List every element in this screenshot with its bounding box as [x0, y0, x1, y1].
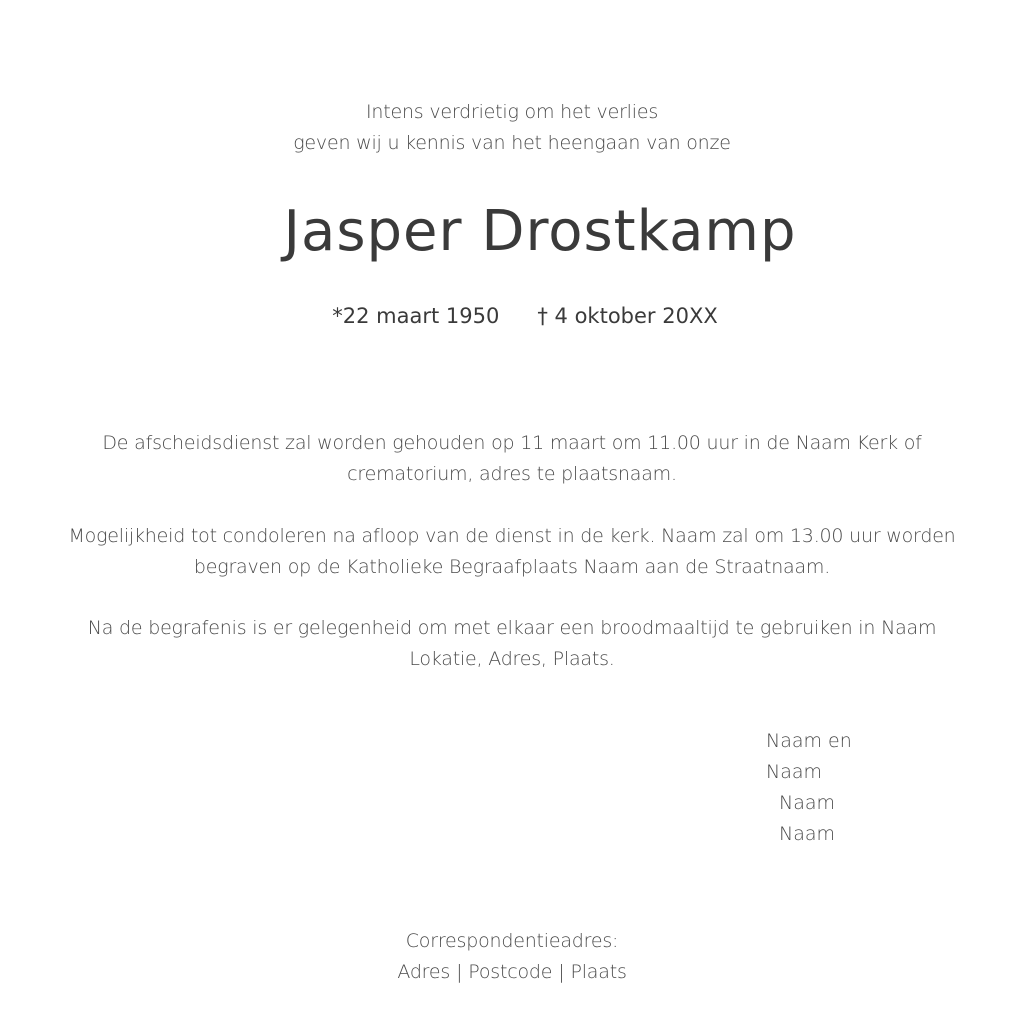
signer-2: Naam — [766, 761, 823, 783]
service-paragraph-1-line-1: De afscheidsdienst zal worden gehouden op 11 maart om 11.00 uur in de Naam Kerk of — [102, 432, 922, 454]
service-paragraph-2-line-1: Mogelijkheid tot condoleren na afloop van de dienst in de kerk. Naam zal om 13.00 uur worden — [68, 525, 956, 547]
correspondence-label: Correspondentieadres: — [405, 930, 619, 952]
city-text: Plaats — [570, 961, 627, 983]
postcode-text: Postcode — [468, 961, 553, 983]
death-date: † 4 oktober 20XX — [537, 304, 718, 328]
separator: | — [456, 961, 463, 983]
signer-4: Naam — [779, 823, 836, 845]
separator: | — [558, 961, 565, 983]
correspondence-address — [0, 957, 1024, 988]
intro-line-1: Intens verdrietig om het verlies — [365, 101, 659, 123]
signer-1: Naam en — [766, 730, 852, 752]
service-paragraph-2-line-2: begraven op de Katholieke Begraafplaats Naam aan de Straatnaam. — [193, 556, 831, 578]
service-paragraph-3-line-1: Na de begrafenis is er gelegenheid om met elkaar een broodmaaltijd te gebruiken in Naam — [87, 617, 937, 639]
deceased-name: Jasper Drostkamp — [283, 199, 797, 264]
birth-date: *22 maart 1950 — [332, 304, 500, 328]
service-paragraph-3-line-2: Lokatie, Adres, Plaats. — [409, 648, 615, 670]
service-paragraph-1-line-2: crematorium, adres te plaatsnaam. — [347, 463, 677, 485]
signers-list — [766, 726, 852, 850]
address-text: Adres — [397, 961, 451, 983]
life-dates — [0, 300, 1024, 332]
signer-3: Naam — [779, 792, 836, 814]
intro-line-2: geven wij u kennis van het heengaan van onze — [293, 132, 731, 154]
